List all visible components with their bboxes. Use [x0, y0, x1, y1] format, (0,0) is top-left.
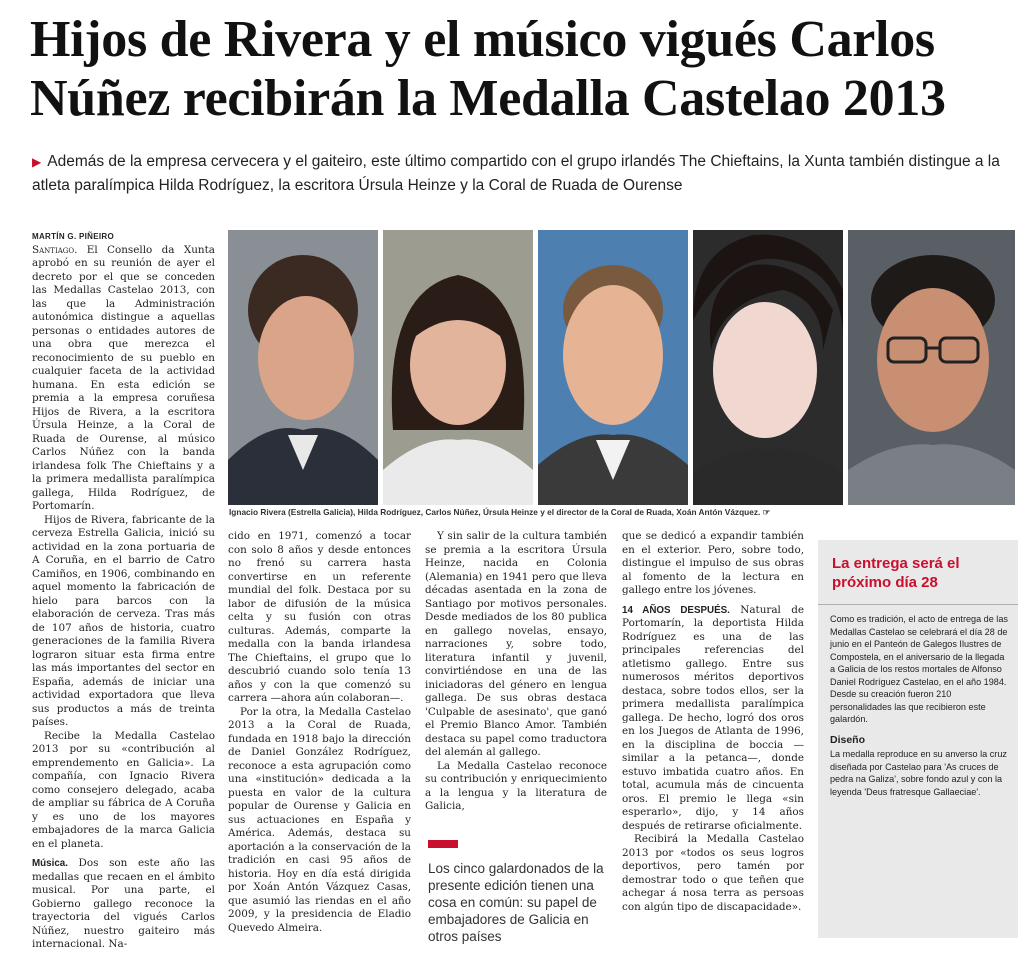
- triangle-bullet-icon: ▶: [32, 155, 42, 169]
- article-paragraph: 14 AÑOS DESPUÉS. Natural de Portomarín, la deportista Hilda Rodríguez es una de las principales referencias del atletismo gallego. Entre sus numerosos méritos deportivos destaca, sobre todos ellos, ser la primera medallista paralímpica gallega. De hecho, logró dos oros en los Juegos de Atlanta de 1996, en la disciplina de boccia —similar a la petanca—, donde estuvo imbatida cuatro años. En total, acumula más de cincuenta oros. El premio le llega «sin esperarlo», dijo, y 14 años después de retirarse oficialmente.: [622, 603, 805, 832]
- subheadline: [32, 150, 1007, 198]
- article-paragraph: Y sin salir de la cultura también se premia a la escritora Úrsula Heinze, nacida en Colonia (Alemania) en 1941 pero que lleva décadas asentada en la zona de Santiago por motivos personales. Desde mediados de los 80 publica en gallego novelas, ensayo, narraciones y, sobre todo, literatura infantil y juvenil, convirtiéndose en una de las iniciadoras del género en lengua gallega. De sus obras destaca 'Culpable de asesinato', que ganó el Premio Blanco Amor. También destaca su papel como traductora del alemán al gallego.: [425, 530, 607, 758]
- photo-carlos-nunez: [538, 230, 688, 505]
- article-paragraph: La Medalla Castelao reconoce su contribución y enriquecimiento a la lengua y la literatura de Galicia,: [425, 759, 607, 812]
- sidebar-subtitle: Diseño: [830, 733, 866, 746]
- article-paragraph: cido en 1971, comenzó a tocar con solo 8 años y desde entonces no frenó su carrera hasta convertirse en un referente mundial del folk. Destaca por su labor de difusión de la música celta y su fusión con otras culturas. Además, comparte la medalla con la banda irlandesa The Chieftains, el grupo que lo descubrió cuando solo tenía 13 años y con la que comenzó su carrera —ahora aún colaboran—.: [228, 530, 411, 704]
- article-paragraph: Recibirá la Medalla Castelao 2013 por «todos os seus logros deportivos, pero tamén por demostrar todo o que teñen que achegar á nosa terra as persoas con algún tipo de discapacidade».: [622, 833, 804, 913]
- photo-strip: [228, 230, 1015, 505]
- article-paragraph: Santiago. El Consello da Xunta aprobó en su reunión de ayer el decreto por el que se conceden las Medallas Castelao 2013, con las que la Administración autonómica distingue a aquellas personas o entidades autores de una obra que merezca el reconocimiento de su pueblo en cualquier faceta de la actividad humana. En esta edición se premia a la empresa coruñesa Hijos de Rivera, a la escritora Úrsula Heinze, a la Coral de Ruada de Ourense, al músico Carlos Núñez con la banda irlandesa folk The Chieftains y a la primera medallista paralímpica gallega, Hilda Rodríguez, de Portomarín.: [32, 243, 215, 512]
- article-paragraph: Recibe la Medalla Castelao 2013 por su «contribución al emprendemento en Galicia». La compañía, con Ignacio Rivera como consejero delegado, acaba de ampliar su fábrica de A Coruña y es uno de los mayores embajadores de la marca Galicia en el planeta.: [32, 729, 215, 850]
- portrait-image: [848, 230, 1015, 505]
- pull-quote-accent-bar: [428, 840, 458, 848]
- portrait-image: [383, 230, 533, 505]
- article-column-2: [228, 530, 411, 935]
- article-column-4: [622, 530, 804, 914]
- portrait-image: [228, 230, 378, 505]
- sidebar-body: [818, 605, 1018, 798]
- article-column-1: [32, 230, 215, 952]
- subheadline-text: Además de la empresa cervecera y el gaiteiro, este último compartido con el grupo irlandés The Chieftains, la Xunta también distingue a la atleta paralímpica Hilda Rodríguez, la escritora Úrsula Heinze y la Coral de Ruada de Ourense: [32, 153, 1000, 194]
- section-runin-heading: Música.: [32, 858, 68, 869]
- photo-ursula-heinze: [693, 230, 843, 505]
- section-runin-heading: 14 AÑOS DESPUÉS.: [622, 604, 730, 616]
- portrait-image: [538, 230, 688, 505]
- article-paragraph: Música. Dos son este año las medallas que recaen en el ámbito musical. Por una parte, el Gobierno gallego reconoce la trayectoria del vigués Carlos Núñez, nuestro gaiteiro más internacional. Na-: [32, 857, 215, 950]
- photo-ignacio-rivera: [228, 230, 378, 505]
- pull-quote: [428, 840, 613, 945]
- article-paragraph: que se dedicó a expandir también en el exterior. Pero, sobre todo, distingue el impulso de sus obras al fomento de la lectura en gallego entre los jóvenes.: [622, 530, 804, 596]
- sidebar-paragraph: Como es tradición, el acto de entrega de las Medallas Castelao se celebrará el día 28 de junio en el Panteón de Galegos Ilustres de Compostela, en el aniversario de la llegada a Galicia de los restos mortales de Alfonso Daniel Rodríguez Castelao, en el año 1984. Desde su creación fueron 210 personalidades las que recibieron este galardón.: [830, 614, 1008, 724]
- article-paragraph: Hijos de Rivera, fabricante de la cerveza Estrella Galicia, inició su actividad en la zona portuaria de A Coruña, en el barrio de Catro Camiños, en 1906, combinando en aquel momento la fabricación de hielo para barcos con la elaboración de cerveza. Tras más de 107 años de historia, cuatro generaciones de la familia Rivera lograron situar esta firma entre las más importantes del sector en España, además de iniciar una actividad exportadora que lleva sus productos a más de treinta países.: [32, 513, 215, 728]
- photo-xoan-anton-vazquez: [848, 230, 1015, 505]
- sidebar-paragraph: La medalla reproduce en su anverso la cruz diseñada por Castelao para 'As cruces de pedra na Galiza', sobre fondo azul y con la leyenda 'Deus fratresque Gallaeciae'.: [830, 749, 1007, 797]
- dateline: Santiago.: [32, 243, 78, 256]
- photo-caption: Ignacio Rivera (Estrella Galicia), Hilda Rodríguez, Carlos Núñez, Úrsula Heinze y el director de la Coral de Ruada, Xoán Antón Vázquez. ☞: [229, 507, 771, 517]
- photo-hilda-rodriguez: [383, 230, 533, 505]
- article-paragraph: Por la otra, la Medalla Castelao 2013 a la Coral de Ruada, fundada en 1918 bajo la dirección de Daniel González Rodríguez, reconoce a esta agrupación como una «institución» dedicada a la puesta en valor de la cultura popular de Ourense y Galicia en sus actuaciones en España y América. Además, destaca su aportación a la conservación de la tradición en casi 95 años de historia. Hoy en día está dirigida por Xoán Antón Vázquez Casas, que asumió las riendas en el año 2009, y la presidencia de Eladio Quevedo Almeira.: [228, 705, 411, 934]
- headline: Hijos de Rivera y el músico vigués Carlos Núñez recibirán la Medalla Castelao 2013: [30, 11, 946, 127]
- portrait-image: [693, 230, 843, 505]
- sidebar-title: La entrega será el próximo día 28: [818, 540, 1018, 605]
- article-column-3: [425, 530, 607, 814]
- sidebar-box: [818, 540, 1018, 938]
- pull-quote-text: Los cinco galardonados de la presente edición tienen una cosa en común: su papel de embajadores de Galicia en otros países: [428, 861, 604, 944]
- byline: MARTÍN G. PIÑEIRO: [32, 232, 114, 241]
